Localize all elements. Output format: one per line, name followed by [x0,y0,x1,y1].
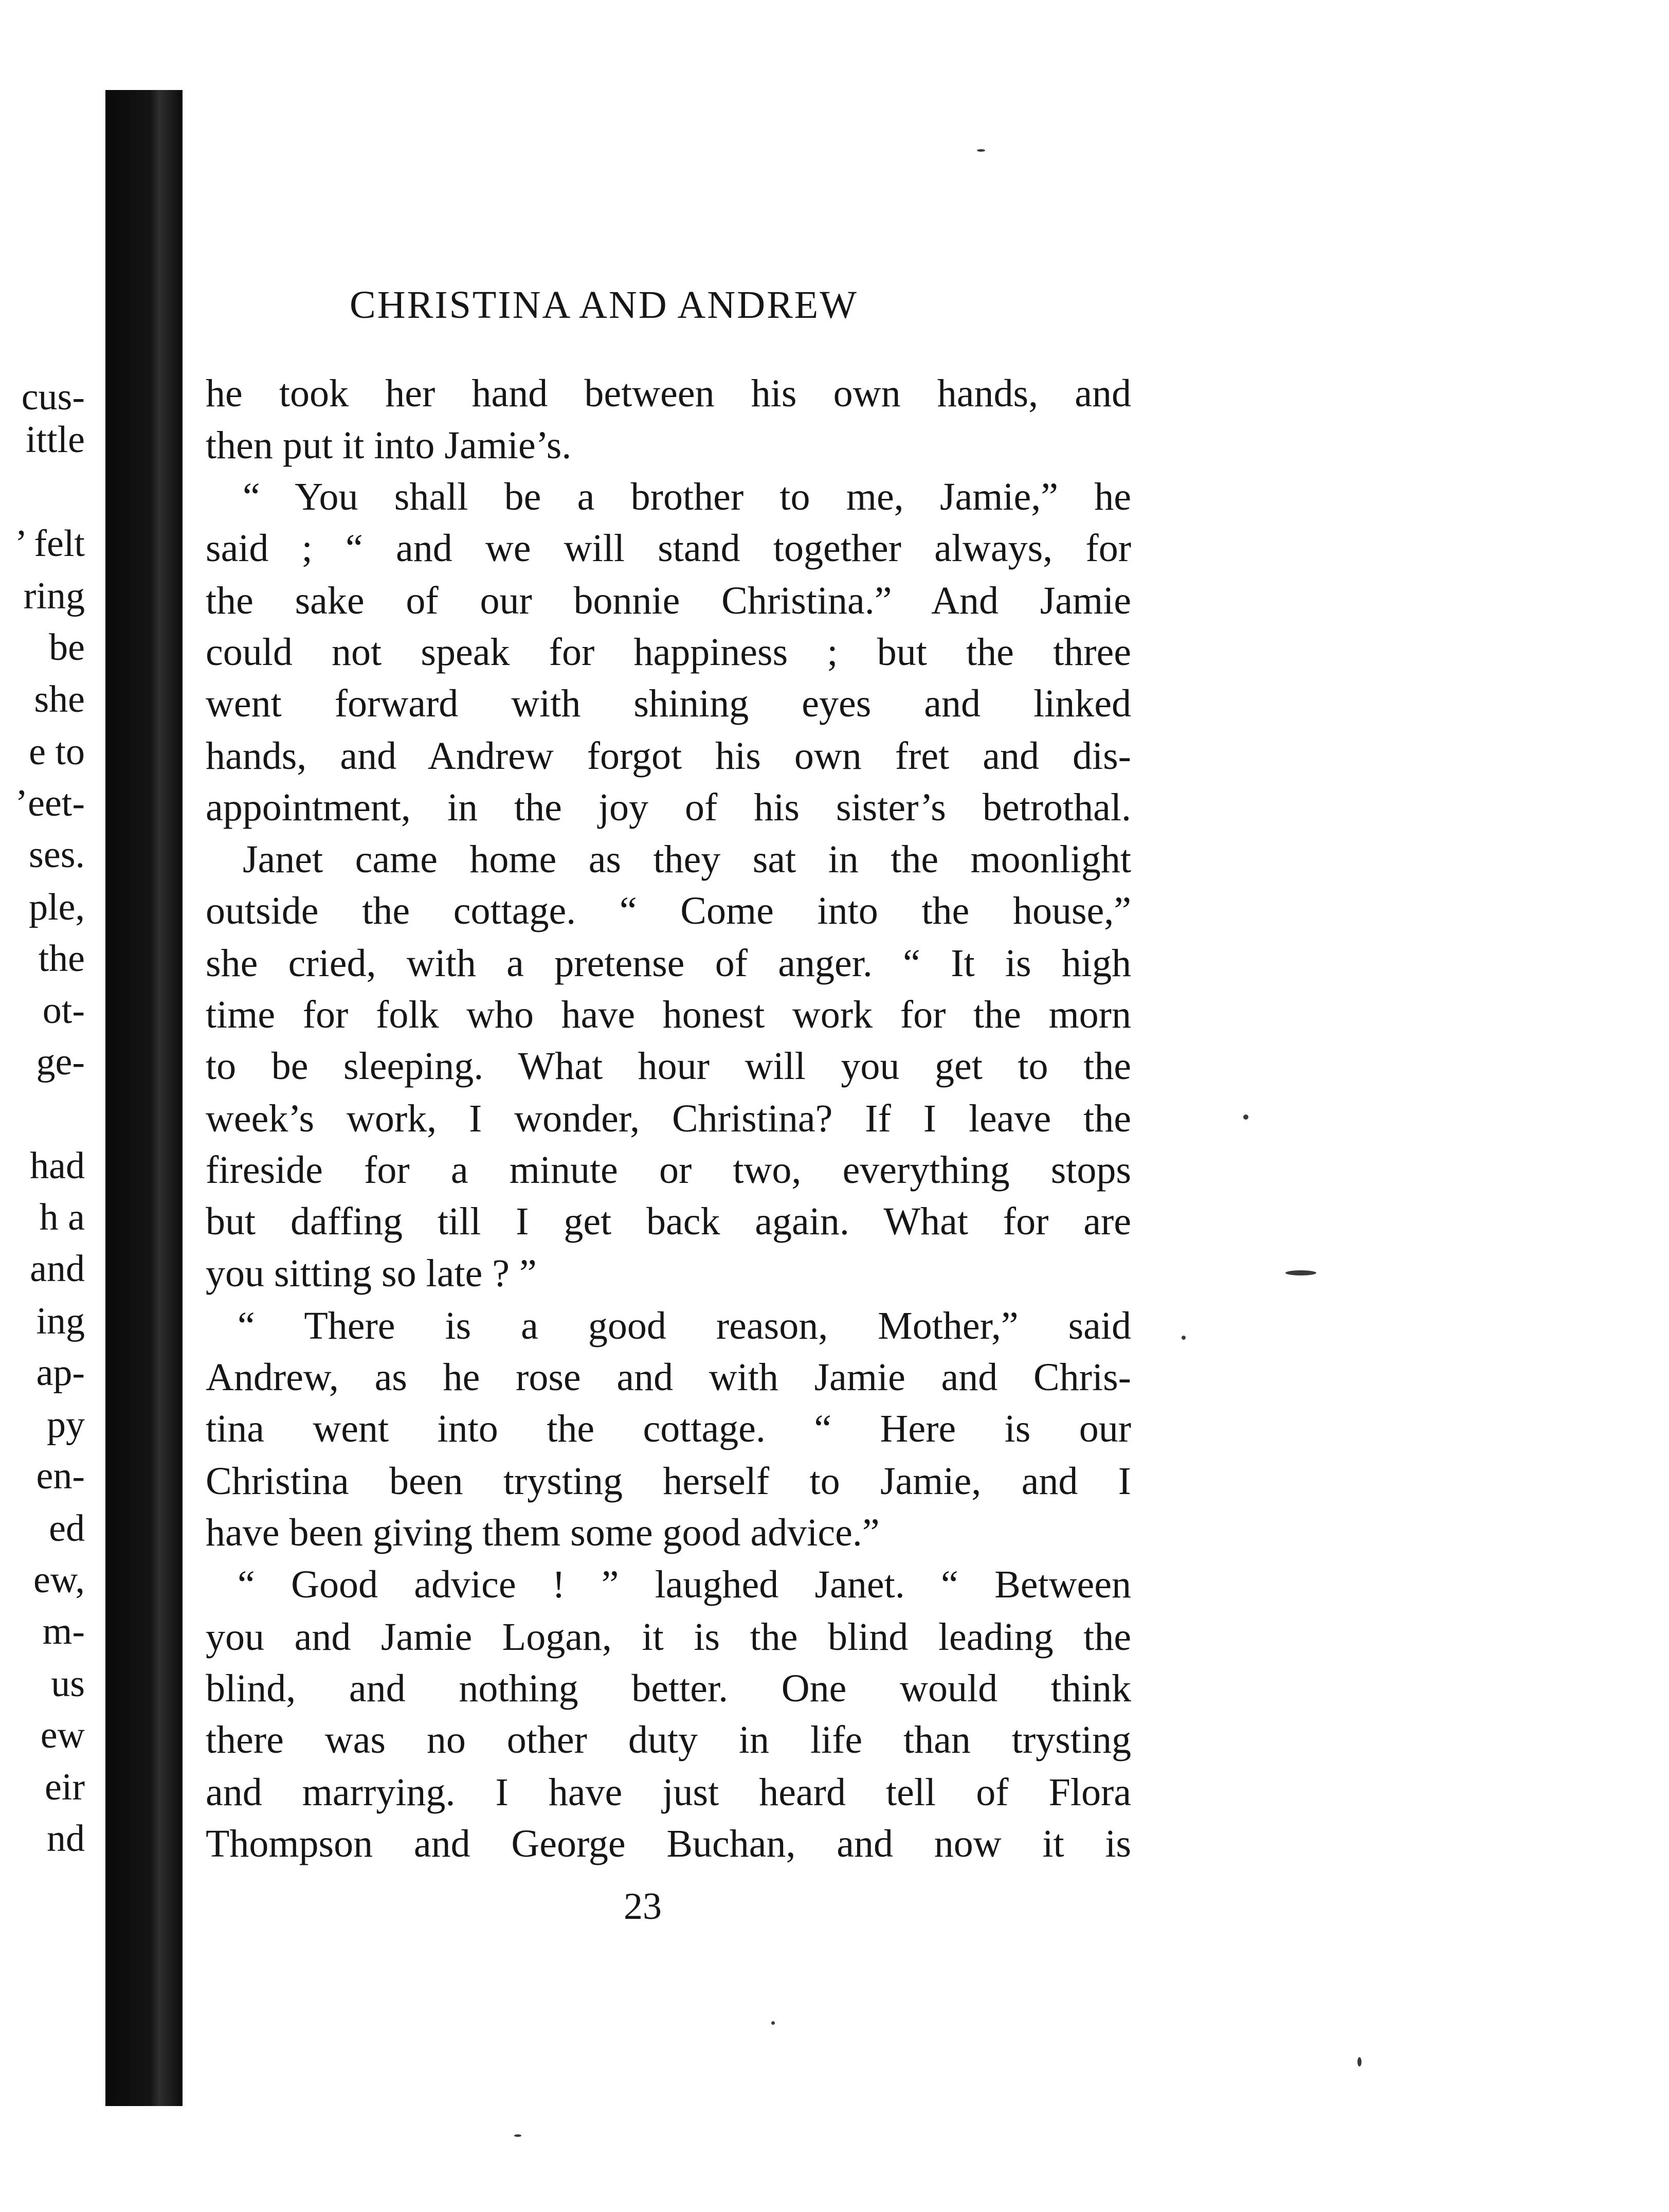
text-line: she cried, with a pretense of anger. “ It is high [206,942,1131,985]
text-line: then put it into Jamie’s. [206,424,572,467]
margin-fragment: ring [23,575,85,617]
margin-fragment: ing [36,1300,85,1342]
margin-fragment: en- [36,1455,85,1497]
text-line: there was no other duty in life than trysting [206,1718,1131,1761]
text-line: “ There is a good reason, Mother,” said [238,1304,1131,1347]
margin-fragment: us [51,1663,85,1705]
margin-fragment: ot- [42,990,85,1032]
margin-fragment: ittle [25,419,85,461]
margin-fragment: she [34,678,85,721]
text-line: Thompson and George Buchan, and now it is [206,1822,1131,1865]
margin-fragment: ’eet- [15,782,85,824]
margin-fragment: ’ felt [14,523,85,565]
facing-page-margin-text [0,0,108,2212]
margin-fragment: py [47,1404,85,1446]
text-line: fireside for a minute or two, everything stops [206,1148,1131,1192]
text-line: “ Good advice ! ” laughed Janet. “ Between [238,1563,1131,1606]
text-line: blind, and nothing better. One would think [206,1667,1131,1710]
margin-fragment: h a [39,1196,85,1238]
scan-speck [1285,1270,1316,1275]
text-line: time for folk who have honest work for the morn [206,993,1131,1036]
text-line: but daffing till I get back again. What for are [206,1200,1131,1243]
text-line: he took her hand between his own hands, and [206,372,1131,415]
running-header: CHRISTINA AND ANDREW [350,283,858,327]
scan-speck [977,149,985,152]
scan-speck [1357,2057,1362,2066]
margin-fragment: e to [29,731,85,773]
margin-fragment: ap- [36,1352,85,1394]
text-line: could not speak for happiness ; but the three [206,631,1131,674]
margin-fragment: be [49,626,85,669]
scan-speck [1243,1114,1248,1120]
margin-fragment: ed [49,1507,85,1550]
margin-fragment: had [30,1145,85,1187]
text-line: Janet came home as they sat in the moonlight [243,838,1131,881]
text-line: said ; “ and we will stand together always, for [206,527,1131,570]
margin-fragment: and [30,1248,85,1290]
text-line: appointment, in the joy of his sister’s betrothal. [206,786,1131,829]
margin-fragment: ew, [33,1559,85,1601]
margin-fragment: ew [40,1714,85,1756]
text-line: went forward with shining eyes and linked [206,682,1131,725]
text-line: you sitting so late ? ” [206,1252,537,1295]
margin-fragment: nd [47,1818,85,1860]
text-line: Andrew, as he rose and with Jamie and Chris- [206,1356,1131,1399]
text-line: you and Jamie Logan, it is the blind leading the [206,1615,1131,1659]
scan-speck [771,2021,775,2025]
margin-fragment: ge- [36,1041,85,1083]
page-number: 23 [624,1885,662,1928]
margin-fragment: the [38,938,85,980]
margin-fragment: cus- [21,376,85,418]
margin-fragment: eir [44,1766,85,1808]
margin-fragment: ple, [29,886,85,928]
text-line: outside the cottage. “ Come into the house,” [206,889,1131,932]
text-line: week’s work, I wonder, Christina? If I leave the [206,1097,1131,1140]
scan-speck [1182,1336,1186,1340]
text-line: tina went into the cottage. “ Here is our [206,1407,1131,1450]
text-line: to be sleeping. What hour will you get to the [206,1045,1131,1088]
text-line: and marrying. I have just heard tell of Flora [206,1771,1131,1814]
text-line: Christina been trysting herself to Jamie, and I [206,1460,1131,1503]
text-line: hands, and Andrew forgot his own fret and dis- [206,734,1131,778]
scan-speck [514,2134,521,2137]
book-gutter-shadow [105,90,183,2106]
text-line: “ You shall be a brother to me, Jamie,” he [243,475,1131,518]
text-line: the sake of our bonnie Christina.” And Jamie [206,579,1131,622]
margin-fragment: ses. [29,834,85,876]
margin-fragment: m- [42,1610,85,1652]
text-line: have been giving them some good advice.” [206,1511,880,1554]
